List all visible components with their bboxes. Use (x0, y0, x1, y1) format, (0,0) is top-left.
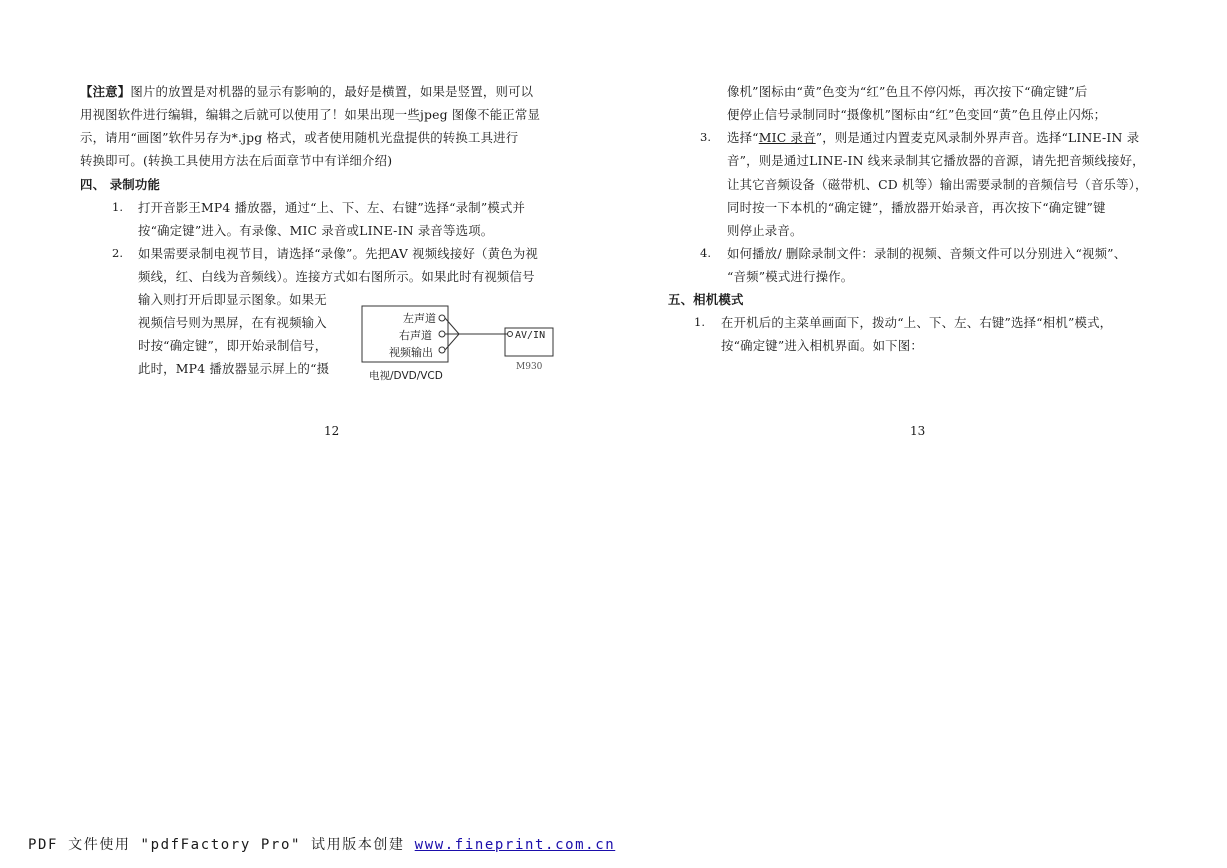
item-4-line-1: 如何播放/ 删除录制文件：录制的视频、音频文件可以分别进入“视频”、 (727, 246, 1127, 261)
item-4-line-2: “音频”模式进行操作。 (727, 269, 854, 284)
item-2-line-4: 视频信号则为黑屏，在有视频输入 (138, 315, 327, 330)
item-2-line-3: 输入则打开后即显示图象。如果无 (138, 292, 327, 307)
right-channel-label: 右声道 (399, 329, 432, 342)
mic-record-option: MIC 录音 (758, 130, 816, 145)
av-cable (445, 318, 507, 350)
continued-line-2: 便停止信号录制同时“摄像机”图标由“红”色变回“黄”色且停止闪烁； (727, 107, 1107, 122)
left-page-number: 12 (324, 424, 340, 438)
video-out-jack (439, 347, 445, 353)
item-3-line-2: 音”，则是通过LINE-IN 线来录制其它播放器的音源，请先把音频线接好， (727, 153, 1145, 168)
item-2-line-5: 时按“确定键”，即开始录制信号， (138, 338, 328, 353)
note-line-2: 用视图软件进行编辑，编辑之后就可以使用了！如果出现一些jpeg 图像不能正常显 (80, 107, 541, 122)
av-in-label: AV/IN (515, 330, 546, 341)
item-3-line-1: 选择“MIC 录音”，则是通过内置麦克风录制外界声音。选择“LINE-IN 录 (727, 130, 1140, 145)
right-channel-jack (439, 331, 445, 337)
item-5-line-2: 按“确定键”进入相机界面。如下图： (721, 338, 923, 353)
av-connection-diagram (359, 302, 559, 384)
item-1-number: 1. (112, 200, 123, 214)
device-model-label: M930 (516, 362, 543, 372)
item-1-line-2: 按“确定键”进入。有录像、MIC 录音或LINE-IN 录音等选项。 (138, 223, 494, 238)
pdf-factory-footer (28, 834, 615, 854)
note-line-3: 示，请用“画图”软件另存为*.jpg 格式，或者使用随机光盘提供的转换工具进行 (80, 130, 519, 145)
video-out-label: 视频输出 (389, 346, 433, 359)
item-2-line-1: 如果需要录制电视节目，请选择“录像”。先把AV 视频线接好（黄色为视 (138, 246, 539, 261)
note-label: 【注意】 (80, 84, 131, 99)
note-line-4: 转换即可。(转换工具使用方法在后面章节中有详细介绍) (80, 153, 393, 168)
item-4-number: 4. (700, 246, 711, 260)
left-channel-jack (439, 315, 445, 321)
note-line-1: 【注意】图片的放置是对机器的显示有影响的，最好是横置，如果是竖置，则可以 (80, 84, 534, 99)
section-5-heading: 五、相机模式 (668, 292, 744, 307)
item-1-line-1: 打开音影王MP4 播放器，通过“上、下、左、右键”选择“录制”模式并 (138, 200, 526, 215)
item-5-line-1: 在开机后的主菜单画面下，拨动“上、下、左、右键”选择“相机”模式， (721, 315, 1113, 330)
right-page-number: 13 (910, 424, 926, 438)
item-3-number: 3. (700, 130, 711, 144)
item-2-number: 2. (112, 246, 123, 260)
item-2-line-2: 频线，红、白线为音频线）。连接方式如右图所示。如果此时有视频信号 (138, 269, 535, 284)
item-5-number: 1. (694, 315, 705, 329)
source-label: 电视/DVD/VCD (369, 370, 443, 382)
left-channel-label: 左声道 (403, 312, 436, 325)
av-in-jack (508, 332, 513, 337)
footer-text: PDF 文件使用 "pdfFactory Pro" 试用版本创建 (28, 837, 415, 853)
continued-line-1: 像机”图标由“黄”色变为“红”色且不停闪烁，再次按下“确定键”后 (727, 84, 1088, 99)
item-3-line-5: 则停止录音。 (727, 223, 803, 238)
item-2-line-6: 此时，MP4 播放器显示屏上的“摄 (138, 361, 330, 376)
item-3-line-4: 同时按一下本机的“确定键”，播放器开始录音，再次按下“确定键”键 (727, 200, 1106, 215)
fineprint-link[interactable]: www.fineprint.com.cn (414, 837, 616, 853)
section-4-heading: 四、 录制功能 (80, 177, 161, 192)
item-3-line-3: 让其它音频设备（磁带机、CD 机等）输出需要录制的音频信号（音乐等）， (727, 177, 1148, 192)
